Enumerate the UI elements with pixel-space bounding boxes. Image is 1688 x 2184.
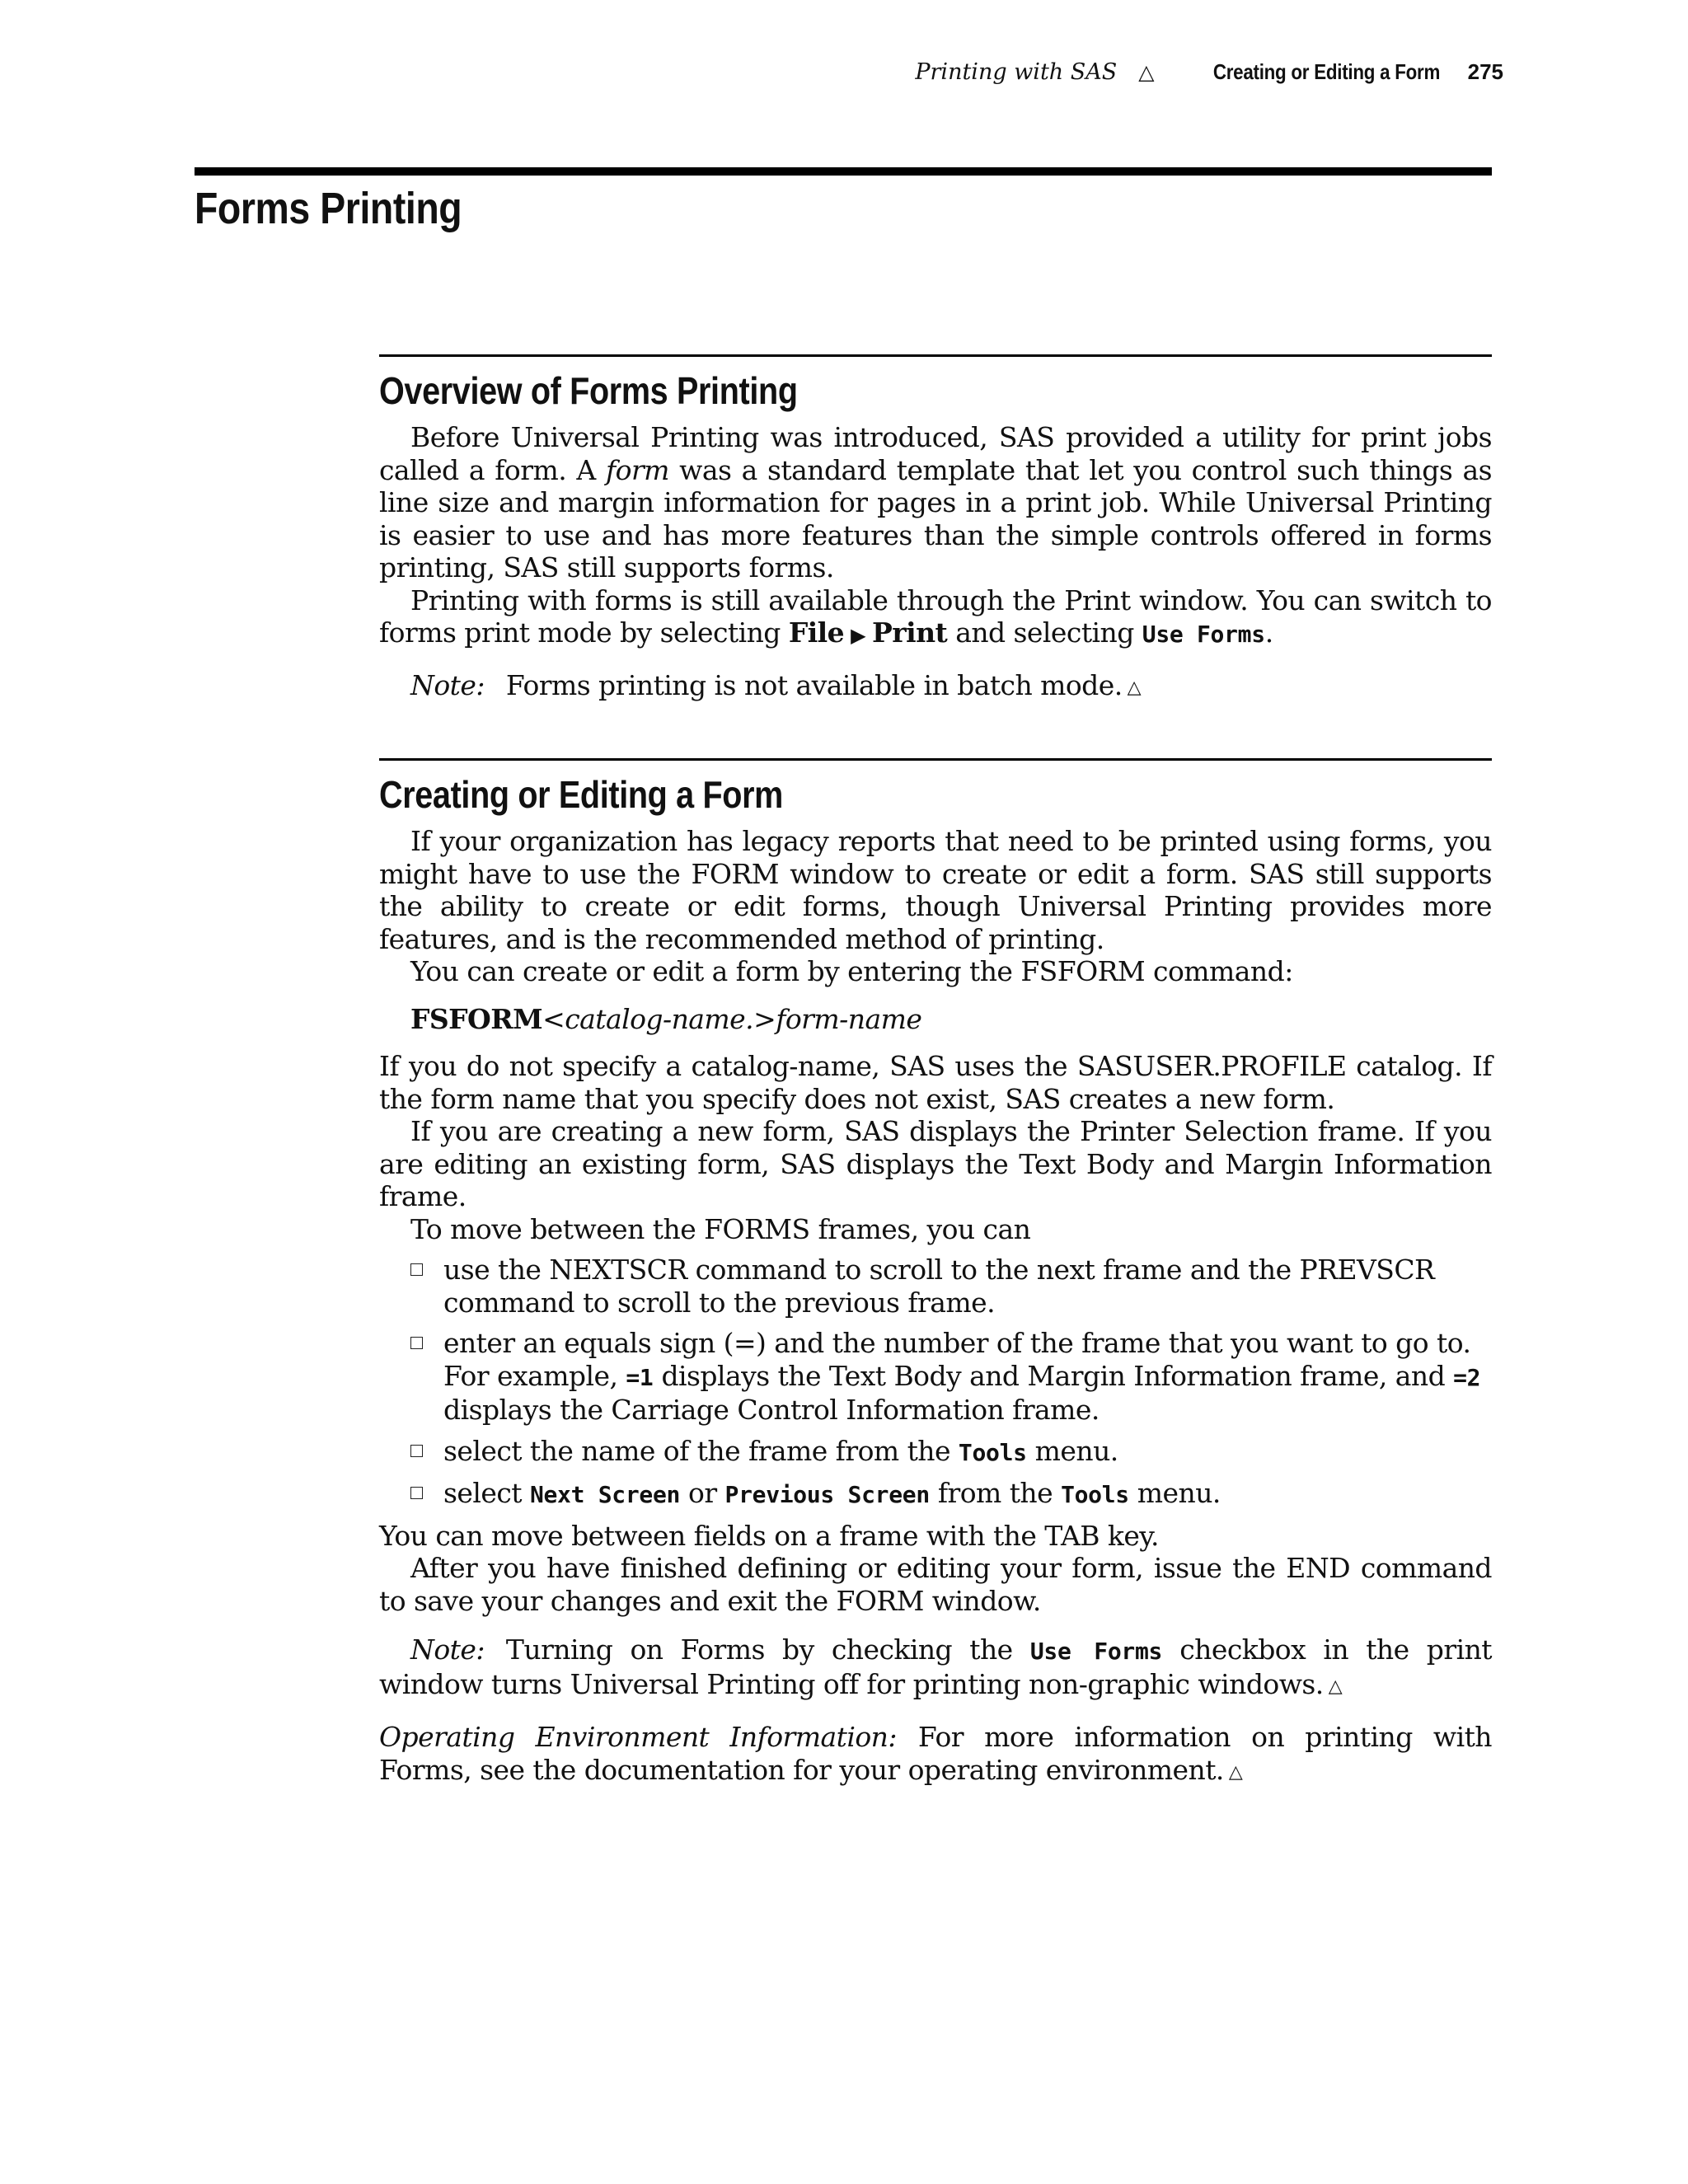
oe-text: For more information on printing with Forms, see the documentation for your operating environment. — [379, 1721, 1492, 1786]
creating-paragraph-1: If your organization has legacy reports that need to be printed using forms, you might have to use the FORM window to create or edit a form. SAS still supports the ability to create or edit forms, though Universal Printing provides more features, and is the recommended method of printing. — [379, 825, 1492, 955]
text-run: . — [1264, 616, 1273, 649]
creating-paragraph-3: If you do not specify a catalog-name, SAS uses the SASUSER.PROFILE catalog. If the form name that you specify does not exist, SAS creates a new form. — [379, 1050, 1492, 1115]
frames-navigation-list — [410, 1254, 1492, 1511]
note-label: Note: — [410, 1633, 485, 1666]
code-tools: Tools — [1061, 1481, 1129, 1508]
list-item — [410, 1327, 1492, 1427]
section-title-creating: Creating or Editing a Form — [379, 773, 783, 816]
text-run: from the — [929, 1477, 1062, 1509]
section-overview — [379, 354, 1492, 705]
creating-paragraph-2: You can create or edit a form by entering the FSFORM command: — [410, 955, 1293, 987]
overview-note — [410, 669, 1492, 706]
list-item — [410, 1435, 1492, 1469]
syntax-bracket: > — [753, 1002, 776, 1035]
text-run: checkbox in the print window turns Universal Printing off for printing non-graphic windows. — [379, 1633, 1492, 1700]
code-tools: Tools — [958, 1438, 1027, 1466]
text-run: select the name of the frame from the — [443, 1434, 959, 1467]
list-item — [410, 1254, 1492, 1319]
section-creating — [379, 758, 1492, 1790]
note-text: Forms printing is not available in batch mode. — [505, 668, 1123, 701]
code-use-forms: Use Forms — [1142, 621, 1265, 648]
syntax-form-name: form-name — [776, 1002, 922, 1035]
creating-paragraph-7: After you have finished defining or editing your form, issue the END command to save your changes and exit the FORM window. — [379, 1552, 1492, 1617]
square-bullet-icon — [410, 1487, 423, 1499]
menu-path-file: File — [788, 616, 845, 649]
code-previous-screen: Previous Screen — [724, 1481, 930, 1508]
chapter-title: Forms Printing — [195, 184, 462, 233]
list-item — [410, 1477, 1492, 1511]
code-use-forms: Use Forms — [1029, 1638, 1163, 1665]
text-run: Printing with forms is still available through the Print window. You can switch to forms print mode by selecting — [379, 583, 1492, 649]
text-run: or — [680, 1477, 725, 1509]
syntax-catalog-name: catalog-name. — [565, 1002, 754, 1035]
page-number: 275 — [1467, 59, 1503, 84]
text-run: was a standard template that let you control such things as line size and margin information for pages in a print job. While Universal Printing is easier to use and has more features than the simple controls offered in forms printing, SAS still supports forms. — [379, 453, 1492, 583]
text-run: Before Universal Printing was introduced, SAS provided a utility for print jobs called a form. A — [379, 421, 1492, 486]
creating-paragraph-6: You can move between fields on a frame with the TAB key. — [379, 1519, 1159, 1552]
overview-paragraph-2 — [379, 584, 1492, 653]
section-rule — [379, 758, 1492, 761]
code-equals-2: =2 — [1453, 1363, 1481, 1391]
code-next-screen: Next Screen — [529, 1481, 681, 1508]
triangle-icon: △ — [1138, 60, 1155, 84]
list-item-text: use the NEXTSCR command to scroll to the next frame and the PREVSCR command to scroll to the previous frame. — [443, 1254, 1435, 1319]
end-triangle-icon: △ — [1127, 677, 1142, 698]
running-header-book-title: Printing with SAS — [915, 59, 1118, 85]
overview-paragraph-1 — [379, 421, 1492, 584]
text-run: menu. — [1026, 1434, 1118, 1467]
running-header — [915, 59, 1503, 92]
note-label: Note: — [410, 668, 485, 701]
code-equals-1: =1 — [626, 1363, 654, 1391]
operating-environment-info — [379, 1721, 1492, 1790]
text-run: select — [443, 1477, 530, 1509]
section-rule — [379, 354, 1492, 357]
end-triangle-icon: △ — [1228, 1761, 1243, 1783]
square-bullet-icon — [410, 1263, 423, 1276]
text-run: enter an equals sign (=) and the number of the frame that you want to go to. For example, — [443, 1327, 1471, 1392]
end-triangle-icon: △ — [1328, 1675, 1343, 1697]
section-title-overview: Overview of Forms Printing — [379, 369, 798, 412]
running-header-section-title: Creating or Editing a Form — [1212, 59, 1440, 84]
oe-label: Operating Environment Information: — [379, 1721, 897, 1753]
fsform-syntax — [410, 1003, 1492, 1036]
text-run: and selecting — [947, 616, 1142, 649]
square-bullet-icon — [410, 1337, 423, 1349]
text-run: displays the Carriage Control Information frame. — [443, 1394, 1100, 1426]
text-run: menu. — [1128, 1477, 1221, 1509]
menu-arrow-icon: ▶ — [851, 624, 866, 647]
syntax-command: FSFORM — [410, 1002, 543, 1035]
creating-paragraph-4: If you are creating a new form, SAS displays the Printer Selection frame. If you are editing an existing form, SAS displays the Text Body and Margin Information frame. — [379, 1115, 1492, 1212]
text-run-emphasis: form — [605, 453, 669, 486]
creating-paragraph-5: To move between the FORMS frames, you can — [410, 1212, 1031, 1245]
menu-path-print: Print — [872, 616, 948, 649]
syntax-bracket: < — [542, 1002, 565, 1035]
square-bullet-icon — [410, 1445, 423, 1457]
chapter-rule — [195, 167, 1492, 176]
creating-note — [379, 1633, 1492, 1704]
text-run: Turning on Forms by checking the — [505, 1633, 1030, 1666]
text-run: displays the Text Body and Margin Information frame, and — [653, 1359, 1454, 1392]
